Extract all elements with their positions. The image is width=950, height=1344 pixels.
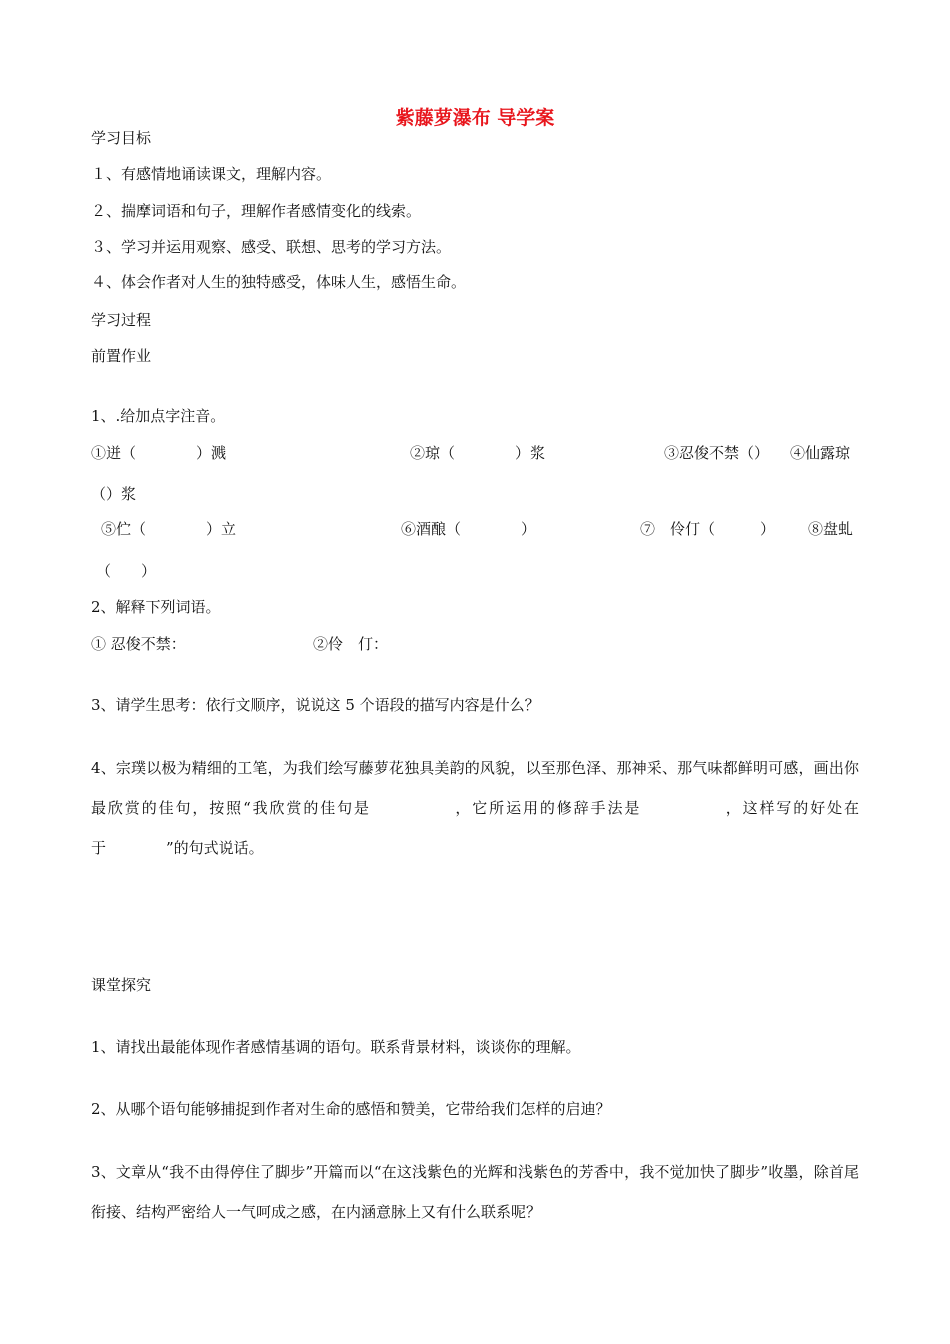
classroom-q2: 2、从哪个语句能够捕捉到作者对生命的感悟和赞美，它带给我们怎样的启迪？ [91, 1100, 611, 1118]
pinyin-item: ①迸（ ）溅 [91, 444, 227, 462]
prework-q3: 3、请学生思考：依行文顺序，说说这 5 个语段的描写内容是什么？ [91, 696, 540, 714]
classroom-q1: 1、请找出最能体现作者感情基调的语句。联系背景材料，谈谈你的理解。 [91, 1038, 581, 1056]
document-title: 紫藤萝瀑布 导学案 [395, 107, 555, 129]
goal-item: ２、揣摩词语和句子，理解作者感情变化的线索。 [91, 202, 422, 220]
goal-item: １、有感情地诵读课文，理解内容。 [91, 165, 332, 183]
pinyin-item: ⑤伫（ ）立 [101, 520, 237, 538]
process-heading: 学习过程 [91, 311, 152, 329]
prework-q1-label: 1、.给加点字注音。 [91, 407, 226, 425]
goal-item: ４、体会作者对人生的独特感受，体味人生，感悟生命。 [91, 273, 467, 291]
prework-q2-label: 2、解释下列词语。 [91, 598, 221, 616]
prework-q4: 4、宗璞以极为精细的工笔，为我们绘写藤萝花独具美韵的风貌，以至那色泽、那神采、那气味都鲜明可感，画出你最欣赏的佳句，按照“我欣赏的佳句是 ，它所运用的修辞手法是 ，这样写的好处在于 ”的句式说话。 [91, 759, 859, 857]
word-item: ②伶 仃： [313, 635, 389, 653]
pinyin-item: ⑥酒酿（ ） [401, 520, 537, 538]
classroom-heading: 课堂探究 [91, 976, 152, 994]
pinyin-item: ②琼（ ）浆 [410, 444, 546, 462]
goal-item: ３、学习并运用观察、感受、联想、思考的学习方法。 [91, 238, 452, 256]
word-item: ① 忍俊不禁： [91, 635, 186, 653]
pinyin-item: （ ） [96, 562, 157, 580]
goals-heading: 学习目标 [91, 129, 152, 147]
pinyin-item: ④仙露琼 [790, 444, 851, 462]
pinyin-item: （）浆 [91, 485, 137, 503]
prework-heading: 前置作业 [91, 347, 152, 365]
pinyin-item: ③忍俊不禁（） [664, 444, 770, 462]
pinyin-item: ⑦ 伶仃（ ） [640, 520, 776, 538]
pinyin-item: ⑧盘虬 [808, 520, 854, 538]
classroom-q3: 3、文章从“我不由得停住了脚步”开篇而以“在这浅紫色的光辉和浅紫色的芳香中，我不觉加快了脚步”收墨，除首尾衔接、结构严密给人一气呵成之感，在内涵意脉上又有什么联系呢？ [91, 1163, 859, 1221]
